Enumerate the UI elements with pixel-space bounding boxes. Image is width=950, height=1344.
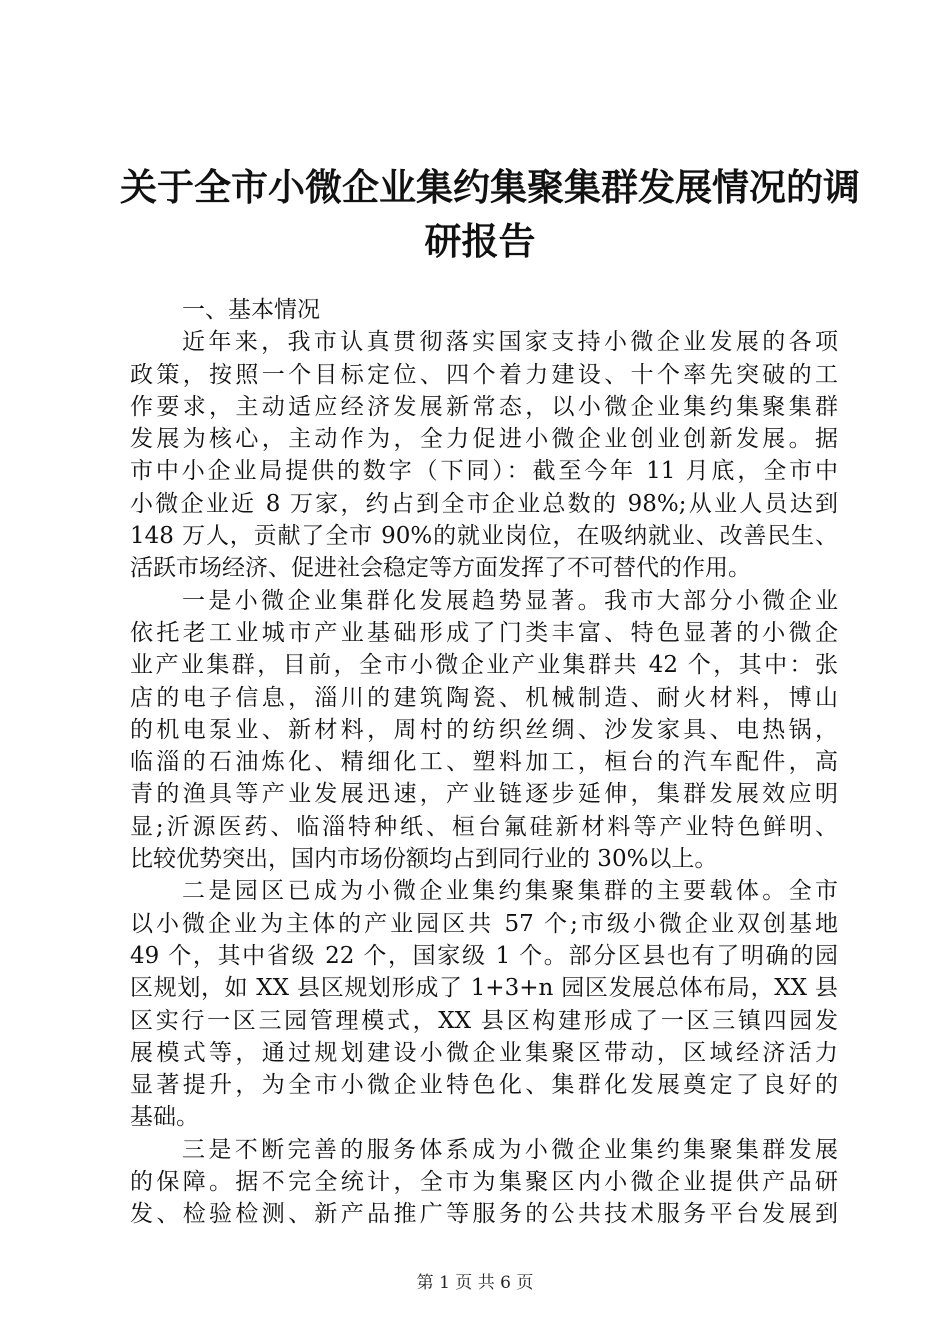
- paragraph-line: 店的电子信息，淄川的建筑陶瓷、机械制造、耐火材料，博山: [130, 684, 838, 711]
- section-heading: 一、基本情况: [182, 297, 320, 323]
- paragraph-line: 的保障。据不完全统计，全市为集聚区内小微企业提供产品研: [130, 1169, 838, 1196]
- title-line-1: 关于全市小微企业集约集聚集群发展情况的调: [120, 165, 860, 209]
- paragraph-line: 业产业集群，目前，全市小微企业产业集群共 42 个，其中：张: [130, 652, 838, 679]
- paragraph-line: 二是园区已成为小微企业集约集聚集群的主要载体。全市: [182, 878, 838, 905]
- page-footer: [0, 1272, 950, 1294]
- paragraph-line: 区规划，如 XX 县区规划形成了 1+3+n 园区发展总体布局，XX 县: [130, 975, 838, 1002]
- paragraph-line: 近年来，我市认真贯彻落实国家支持小微企业发展的各项: [182, 329, 838, 356]
- document-title: [120, 160, 860, 268]
- paragraph-line: 148 万人，贡献了全市 90%的就业岗位，在吸纳就业、改善民生、: [130, 523, 838, 550]
- paragraph-line: 显;沂源医药、临淄特种纸、桓台氟硅新材料等产业特色鲜明、: [130, 813, 838, 840]
- paragraph-line: 区实行一区三园管理模式，XX 县区构建形成了一区三镇四园发: [130, 1007, 838, 1034]
- paragraph-line: 显著提升，为全市小微企业特色化、集群化发展奠定了良好的: [130, 1072, 838, 1099]
- paragraph-line: 青的渔具等产业发展迅速，产业链逐步延伸，集群发展效应明: [130, 781, 838, 808]
- paragraph-line: 作要求，主动适应经济发展新常态，以小微企业集约集聚集群: [130, 393, 838, 420]
- paragraph-line: 一是小微企业集群化发展趋势显著。我市大部分小微企业: [182, 587, 838, 614]
- paragraph-line: 发、检验检测、新产品推广等服务的公共技术服务平台发展到: [130, 1201, 838, 1228]
- paragraph-line: 比较优势突出，国内市场份额均占到同行业的 30%以上。: [130, 846, 718, 873]
- paragraph-line: 发展为核心，主动作为，全力促进小微企业创业创新发展。据: [130, 426, 838, 453]
- paragraph-line: 市中小企业局提供的数字（下同）：截至今年 11 月底，全市中: [130, 458, 838, 485]
- paragraph-line: 以小微企业为主体的产业园区共 57 个;市级小微企业双创基地: [130, 910, 838, 937]
- paragraph-line: 活跃市场经济、促进社会稳定等方面发挥了不可替代的作用。: [130, 555, 751, 582]
- paragraph-line: 展模式等，通过规划建设小微企业集聚区带动，区域经济活力: [130, 1039, 838, 1066]
- paragraph-line: 基础。: [130, 1104, 199, 1131]
- paragraph-line: 三是不断完善的服务体系成为小微企业集约集聚集群发展: [182, 1136, 838, 1163]
- page-number: 第 1 页 共 6 页: [416, 1273, 534, 1293]
- title-line-2: 研报告: [424, 219, 536, 263]
- paragraph-line: 的机电泵业、新材料，周村的纺织丝绸、沙发家具、电热锅，: [130, 716, 838, 743]
- paragraph-line: 政策，按照一个目标定位、四个着力建设、十个率先突破的工: [130, 361, 838, 388]
- paragraph-line: 临淄的石油炼化、精细化工、塑料加工，桓台的汽车配件，高: [130, 749, 838, 776]
- paragraph-line: 小微企业近 8 万家，约占到全市企业总数的 98%;从业人员达到: [130, 490, 838, 517]
- document-body: [130, 294, 838, 1231]
- paragraph-line: 49 个，其中省级 22 个，国家级 1 个。部分区县也有了明确的园: [130, 942, 838, 969]
- paragraph-line: 依托老工业城市产业基础形成了门类丰富、特色显著的小微企: [130, 619, 838, 646]
